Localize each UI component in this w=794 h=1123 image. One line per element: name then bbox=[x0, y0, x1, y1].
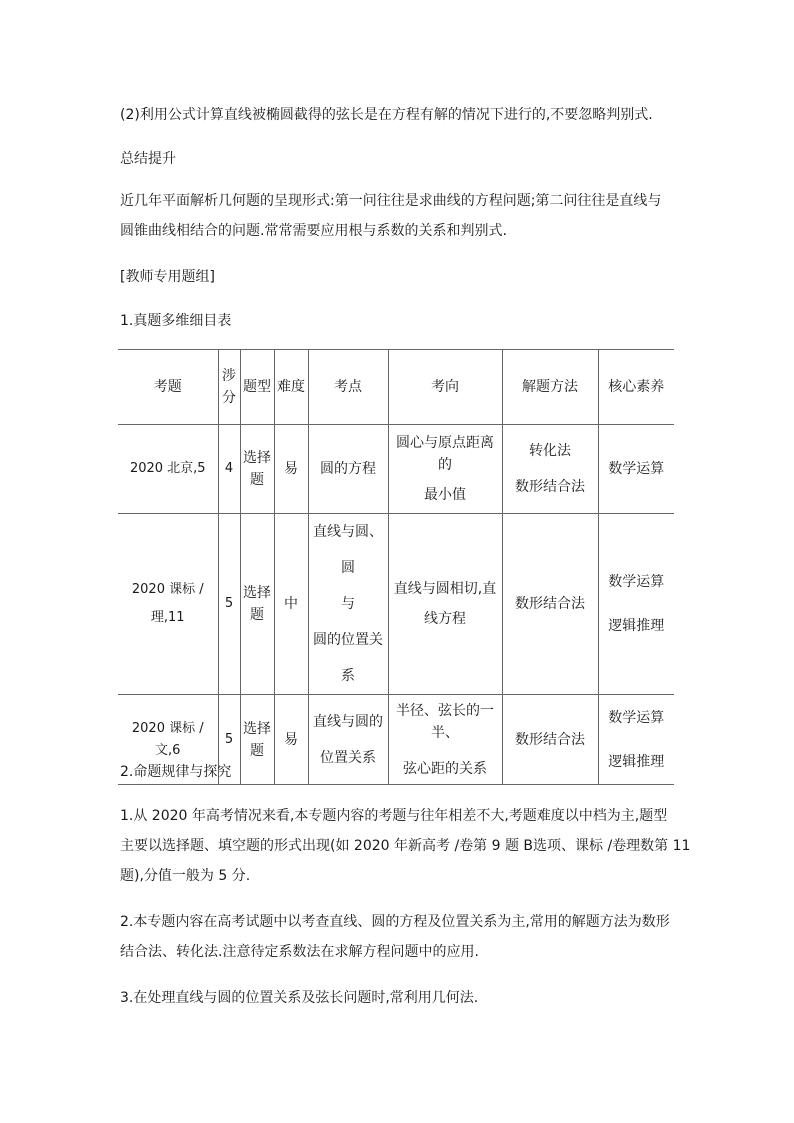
cell-exam: 2020 课标 / 理,11 bbox=[118, 514, 218, 695]
cell-difficulty: 易 bbox=[274, 425, 308, 514]
cell-method: 数形结合法 bbox=[502, 514, 598, 695]
paragraph-rule-3: 3.在处理直线与圆的位置关系及弦长问题时,常利用几何法. bbox=[120, 990, 479, 1006]
header-score: 涉 分 bbox=[218, 350, 240, 425]
cell-score: 5 bbox=[218, 514, 240, 695]
cell-literacy: 数学运算 逻辑推理 bbox=[598, 695, 674, 785]
cell-exam: 2020 课标 /文,6 bbox=[118, 695, 218, 785]
paragraph-rule-1-line: 1.从 2020 年高考情况来看,本专题内容的考题与往年相差不大,考题难度以中档为主,题型 bbox=[120, 808, 668, 824]
paragraph-summary bbox=[120, 186, 680, 246]
header-difficulty: 难度 bbox=[274, 350, 308, 425]
paragraph-rule-1 bbox=[120, 801, 691, 891]
cell-score: 4 bbox=[218, 425, 240, 514]
table-row bbox=[118, 425, 674, 514]
exam-detail-table bbox=[118, 349, 674, 785]
cell-point: 直线与圆的 位置关系 bbox=[308, 695, 388, 785]
cell-type: 选择 题 bbox=[240, 695, 274, 785]
paragraph-summary-line: 圆锥曲线相结合的问题.常常需要应用根与系数的关系和判别式. bbox=[120, 223, 507, 239]
cell-method: 数形结合法 bbox=[502, 695, 598, 785]
cell-literacy: 数学运算 逻辑推理 bbox=[598, 514, 674, 695]
paragraph-rule-2 bbox=[120, 907, 680, 967]
table-row bbox=[118, 514, 674, 695]
table-header-row bbox=[118, 350, 674, 425]
paragraph-rule-2-line: 结合法、转化法.注意待定系数法在求解方程问题中的应用. bbox=[120, 944, 479, 960]
heading-teacher-group: [教师专用题组] bbox=[120, 269, 215, 285]
cell-point: 圆的方程 bbox=[308, 425, 388, 514]
cell-exam: 2020 北京,5 bbox=[118, 425, 218, 514]
header-literacy: 核心素养 bbox=[598, 350, 674, 425]
cell-direction: 半径、弦长的一半、 弦心距的关系 bbox=[388, 695, 502, 785]
paragraph-summary-line: 近几年平面解析几何题的呈现形式:第一问往往是求曲线的方程问题;第二问往往是直线与 bbox=[120, 193, 662, 209]
cell-literacy: 数学运算 bbox=[598, 425, 674, 514]
heading-exam-table: 1.真题多维细目表 bbox=[120, 313, 232, 329]
paragraph-rule-1-line: 主要以选择题、填空题的形式出现(如 2020 年新高考 /卷第 9 题 B选项、课标 /卷理数第 11 bbox=[120, 838, 691, 854]
cell-method: 转化法 数形结合法 bbox=[502, 425, 598, 514]
cell-difficulty: 中 bbox=[274, 514, 308, 695]
cell-difficulty: 易 bbox=[274, 695, 308, 785]
cell-score: 5 bbox=[218, 695, 240, 785]
header-type: 题型 bbox=[240, 350, 274, 425]
cell-direction: 圆心与原点距离的 最小值 bbox=[388, 425, 502, 514]
paragraph-chord-length-note: (2)利用公式计算直线被椭圆截得的弦长是在方程有解的情况下进行的,不要忽略判别式. bbox=[120, 107, 653, 123]
header-direction: 考向 bbox=[388, 350, 502, 425]
cell-type: 选择 题 bbox=[240, 514, 274, 695]
paragraph-rule-1-line: 题),分值一般为 5 分. bbox=[120, 868, 251, 884]
header-point: 考点 bbox=[308, 350, 388, 425]
heading-exam-rules: 2.命题规律与探究 bbox=[120, 764, 232, 780]
header-method: 解题方法 bbox=[502, 350, 598, 425]
cell-direction: 直线与圆相切,直 线方程 bbox=[388, 514, 502, 695]
paragraph-rule-2-line: 2.本专题内容在高考试题中以考查直线、圆的方程及位置关系为主,常用的解题方法为数形 bbox=[120, 914, 670, 930]
heading-summary: 总结提升 bbox=[120, 151, 176, 167]
header-exam: 考题 bbox=[118, 350, 218, 425]
cell-type: 选择 题 bbox=[240, 425, 274, 514]
cell-point: 直线与圆、圆 与 圆的位置关 系 bbox=[308, 514, 388, 695]
